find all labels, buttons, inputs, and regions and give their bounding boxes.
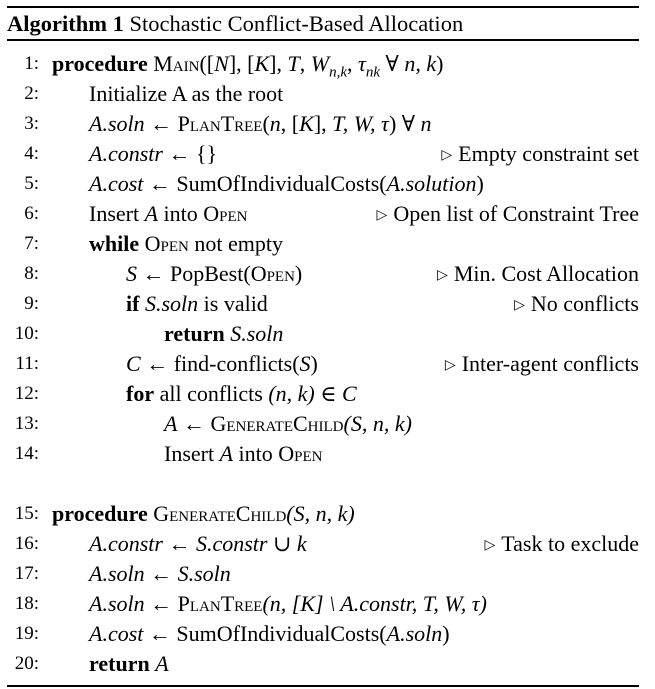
- var-K: K: [254, 50, 270, 76]
- var-a-soln: A.soln: [89, 110, 145, 136]
- var-a-cost: A.cost: [89, 170, 144, 196]
- text: into: [158, 200, 204, 226]
- line-comment: [514, 289, 639, 321]
- algorithm-caption: [7, 8, 639, 39]
- comment-text: Min. Cost Allocation: [453, 260, 639, 286]
- algo-line-5: [7, 169, 639, 199]
- algo-line-11: [7, 349, 639, 379]
- keyword-procedure: procedure: [52, 500, 148, 526]
- assign-arrow: ←: [137, 260, 170, 286]
- algo-line-8: [7, 259, 639, 289]
- conflict-tuple: (n, k) ∈ C: [268, 380, 357, 406]
- line-code: [89, 589, 487, 619]
- comment-triangle-icon: ▷: [376, 207, 388, 223]
- function-name: PlanTree: [177, 590, 263, 616]
- function-args: (n, [K] \ A.constr, T, W, τ): [262, 590, 487, 616]
- line-number: 14:: [14, 442, 39, 464]
- keyword-return: return: [89, 650, 150, 676]
- forall-symbol: ∀: [380, 50, 405, 76]
- algo-line-4: [7, 139, 639, 169]
- line-code: [89, 649, 169, 679]
- function-name: PlanTree: [177, 110, 263, 136]
- open-list: Open: [144, 230, 189, 256]
- algorithm-title: Stochastic Conflict-Based Allocation: [129, 11, 464, 36]
- function-name: GenerateChild: [153, 500, 287, 526]
- line-code: [89, 199, 248, 229]
- function-name: SumOfIndividualCosts: [176, 170, 380, 196]
- line-number: 5:: [24, 172, 39, 194]
- function-args: (S, n, k): [343, 410, 412, 436]
- var-n: n: [420, 110, 432, 136]
- union-expr: S.constr ∪ k: [195, 530, 307, 556]
- comment-text: Empty constraint set: [458, 140, 639, 166]
- line-code: [89, 109, 432, 139]
- algorithm-lines: [7, 41, 639, 679]
- var-a-cost: A.cost: [89, 620, 144, 646]
- text: not empty: [188, 230, 283, 256]
- var-nk: n, k: [404, 50, 437, 76]
- punct: ,: [299, 50, 311, 76]
- function-args: (S, n, k): [286, 500, 355, 526]
- assign-arrow: ←: [162, 140, 196, 166]
- assign-arrow: ←: [144, 590, 178, 616]
- line-number: 11:: [15, 352, 39, 374]
- line-comment: [437, 259, 639, 291]
- comment-triangle-icon: ▷: [484, 537, 496, 553]
- var-a-soln: A.soln: [89, 560, 145, 586]
- line-number: 3:: [24, 112, 39, 134]
- line-code: [126, 379, 357, 409]
- text: all conflicts: [159, 380, 269, 406]
- punct: (: [379, 620, 387, 646]
- line-code: [89, 229, 283, 259]
- line-code: [52, 499, 355, 529]
- keyword-for: for: [126, 380, 155, 406]
- open-list: Open: [278, 440, 323, 466]
- punct: (: [243, 260, 251, 286]
- assign-arrow: ←: [144, 560, 178, 586]
- punct: (: [262, 110, 270, 136]
- punct: ,: [346, 50, 358, 76]
- var-a-constr: A.constr: [89, 140, 163, 166]
- keyword-if: if: [126, 290, 140, 316]
- algo-line-7: [7, 229, 639, 259]
- keyword-return: return: [164, 320, 225, 346]
- var-a-solution: A.solution: [386, 170, 477, 196]
- punct: ],: [313, 110, 333, 136]
- text: is valid: [198, 290, 268, 316]
- var-W-subscript: n,k: [329, 63, 347, 80]
- punct: ): [436, 50, 444, 76]
- open-list: Open: [250, 260, 295, 286]
- punct: ): [442, 620, 450, 646]
- line-number: 16:: [14, 532, 39, 554]
- algo-line-6: [7, 199, 639, 229]
- bottom-rule: [7, 685, 639, 687]
- line-code: Initialize A as the root: [89, 80, 284, 106]
- line-number: 20:: [14, 652, 39, 674]
- line-comment: [441, 139, 639, 171]
- algorithm-block: [7, 6, 639, 687]
- var-A: A: [155, 650, 169, 676]
- line-code: [126, 349, 318, 379]
- var-s-soln: S.soln: [230, 320, 284, 346]
- line-code: [89, 529, 307, 559]
- assign-arrow: ←: [177, 410, 211, 436]
- assign-arrow: ←: [144, 110, 178, 136]
- line-code: [89, 139, 217, 169]
- var-tau: τ: [357, 50, 366, 76]
- var-a-soln: A.soln: [386, 620, 443, 646]
- line-number: 4:: [24, 142, 39, 164]
- algo-line-13: [7, 409, 639, 439]
- var-A: A: [144, 200, 159, 226]
- line-number: 6:: [24, 202, 39, 224]
- algo-line-1: [7, 49, 639, 79]
- var-s-soln: S.soln: [144, 290, 199, 316]
- algo-line-12: [7, 379, 639, 409]
- algo-line-2: [7, 79, 639, 109]
- assign-arrow: ←: [140, 350, 174, 376]
- var-n: n: [269, 110, 281, 136]
- line-number: 8:: [24, 262, 39, 284]
- line-comment: [484, 529, 639, 561]
- assign-arrow: ←: [143, 620, 177, 646]
- line-code: [126, 259, 302, 289]
- var-T: T: [287, 50, 300, 76]
- line-number: 9:: [24, 292, 39, 314]
- punct: (: [292, 350, 300, 376]
- line-number: 15:: [14, 502, 39, 524]
- var-C: C: [126, 350, 141, 376]
- var-N: N: [214, 50, 229, 76]
- assign-arrow: ←: [162, 530, 196, 556]
- line-number: 7:: [24, 232, 39, 254]
- comment-text: Task to exclude: [501, 530, 639, 556]
- keyword-procedure: procedure: [52, 50, 148, 76]
- open-list: Open: [203, 200, 248, 226]
- forall-symbol: ∀: [396, 110, 421, 136]
- function-name: SumOfIndividualCosts: [176, 620, 380, 646]
- var-a-constr: A.constr: [89, 530, 163, 556]
- function-name: find-conflicts: [173, 350, 293, 376]
- line-number: 17:: [14, 562, 39, 584]
- line-code: [89, 169, 484, 199]
- algo-line-14: [7, 439, 639, 469]
- line-code: [164, 409, 412, 439]
- assign-arrow: ←: [143, 170, 177, 196]
- var-tau-subscript: nk: [365, 63, 381, 80]
- var-S: S: [299, 350, 311, 376]
- line-number: 19:: [14, 622, 39, 644]
- algo-line-9: [7, 289, 639, 319]
- punct: (: [379, 170, 387, 196]
- line-number: 12:: [14, 382, 39, 404]
- algo-line-16: [7, 529, 639, 559]
- comment-text: Open list of Constraint Tree: [393, 200, 639, 226]
- algo-line-17: [7, 559, 639, 589]
- line-code: [164, 319, 283, 349]
- empty-set: {}: [195, 140, 218, 166]
- punct: ],: [269, 50, 288, 76]
- punct: ], [: [228, 50, 255, 76]
- algo-line-10: [7, 319, 639, 349]
- punct: , [: [280, 110, 300, 136]
- line-comment: [445, 349, 639, 381]
- line-number: 13:: [14, 412, 39, 434]
- line-code: [89, 619, 450, 649]
- punct: ): [476, 170, 484, 196]
- algo-line-20: [7, 649, 639, 679]
- var-K: K: [299, 110, 314, 136]
- comment-triangle-icon: ▷: [441, 147, 453, 163]
- var-a-soln: A.soln: [89, 590, 145, 616]
- comment-text: Inter-agent conflicts: [461, 350, 639, 376]
- algorithm-label: Algorithm 1: [7, 11, 124, 36]
- algo-line-18: [7, 589, 639, 619]
- comment-triangle-icon: ▷: [437, 267, 448, 283]
- algo-line-15: [7, 499, 639, 529]
- algo-line-19: [7, 619, 639, 649]
- punct: ): [388, 110, 397, 136]
- algo-line-3: [7, 109, 639, 139]
- punct: ): [294, 260, 303, 286]
- line-number: 2:: [24, 82, 39, 104]
- punct: ([: [199, 50, 215, 76]
- var-S: S: [126, 260, 137, 286]
- var-s-soln: S.soln: [177, 560, 231, 586]
- var-A: A: [164, 410, 178, 436]
- line-code: [126, 289, 268, 319]
- var-W: W: [310, 50, 330, 76]
- keyword-while: while: [89, 230, 140, 256]
- function-name: PopBest: [170, 260, 244, 286]
- line-code: [89, 559, 231, 589]
- line-number: 1:: [24, 52, 39, 74]
- punct: ): [310, 350, 318, 376]
- text: Insert: [164, 440, 220, 466]
- comment-triangle-icon: ▷: [514, 297, 525, 313]
- line-comment: [377, 199, 639, 231]
- comment-triangle-icon: ▷: [444, 357, 456, 373]
- text: Insert: [89, 200, 145, 226]
- var-A: A: [219, 440, 234, 466]
- line-number: 18:: [14, 592, 39, 614]
- comment-text: No conflicts: [530, 290, 639, 316]
- function-name: GenerateChild: [210, 410, 344, 436]
- line-number: 10:: [14, 322, 39, 344]
- text: into: [233, 440, 279, 466]
- line-code: [164, 439, 323, 469]
- var-args: T, W, τ: [332, 110, 389, 136]
- function-name: Main: [153, 50, 200, 76]
